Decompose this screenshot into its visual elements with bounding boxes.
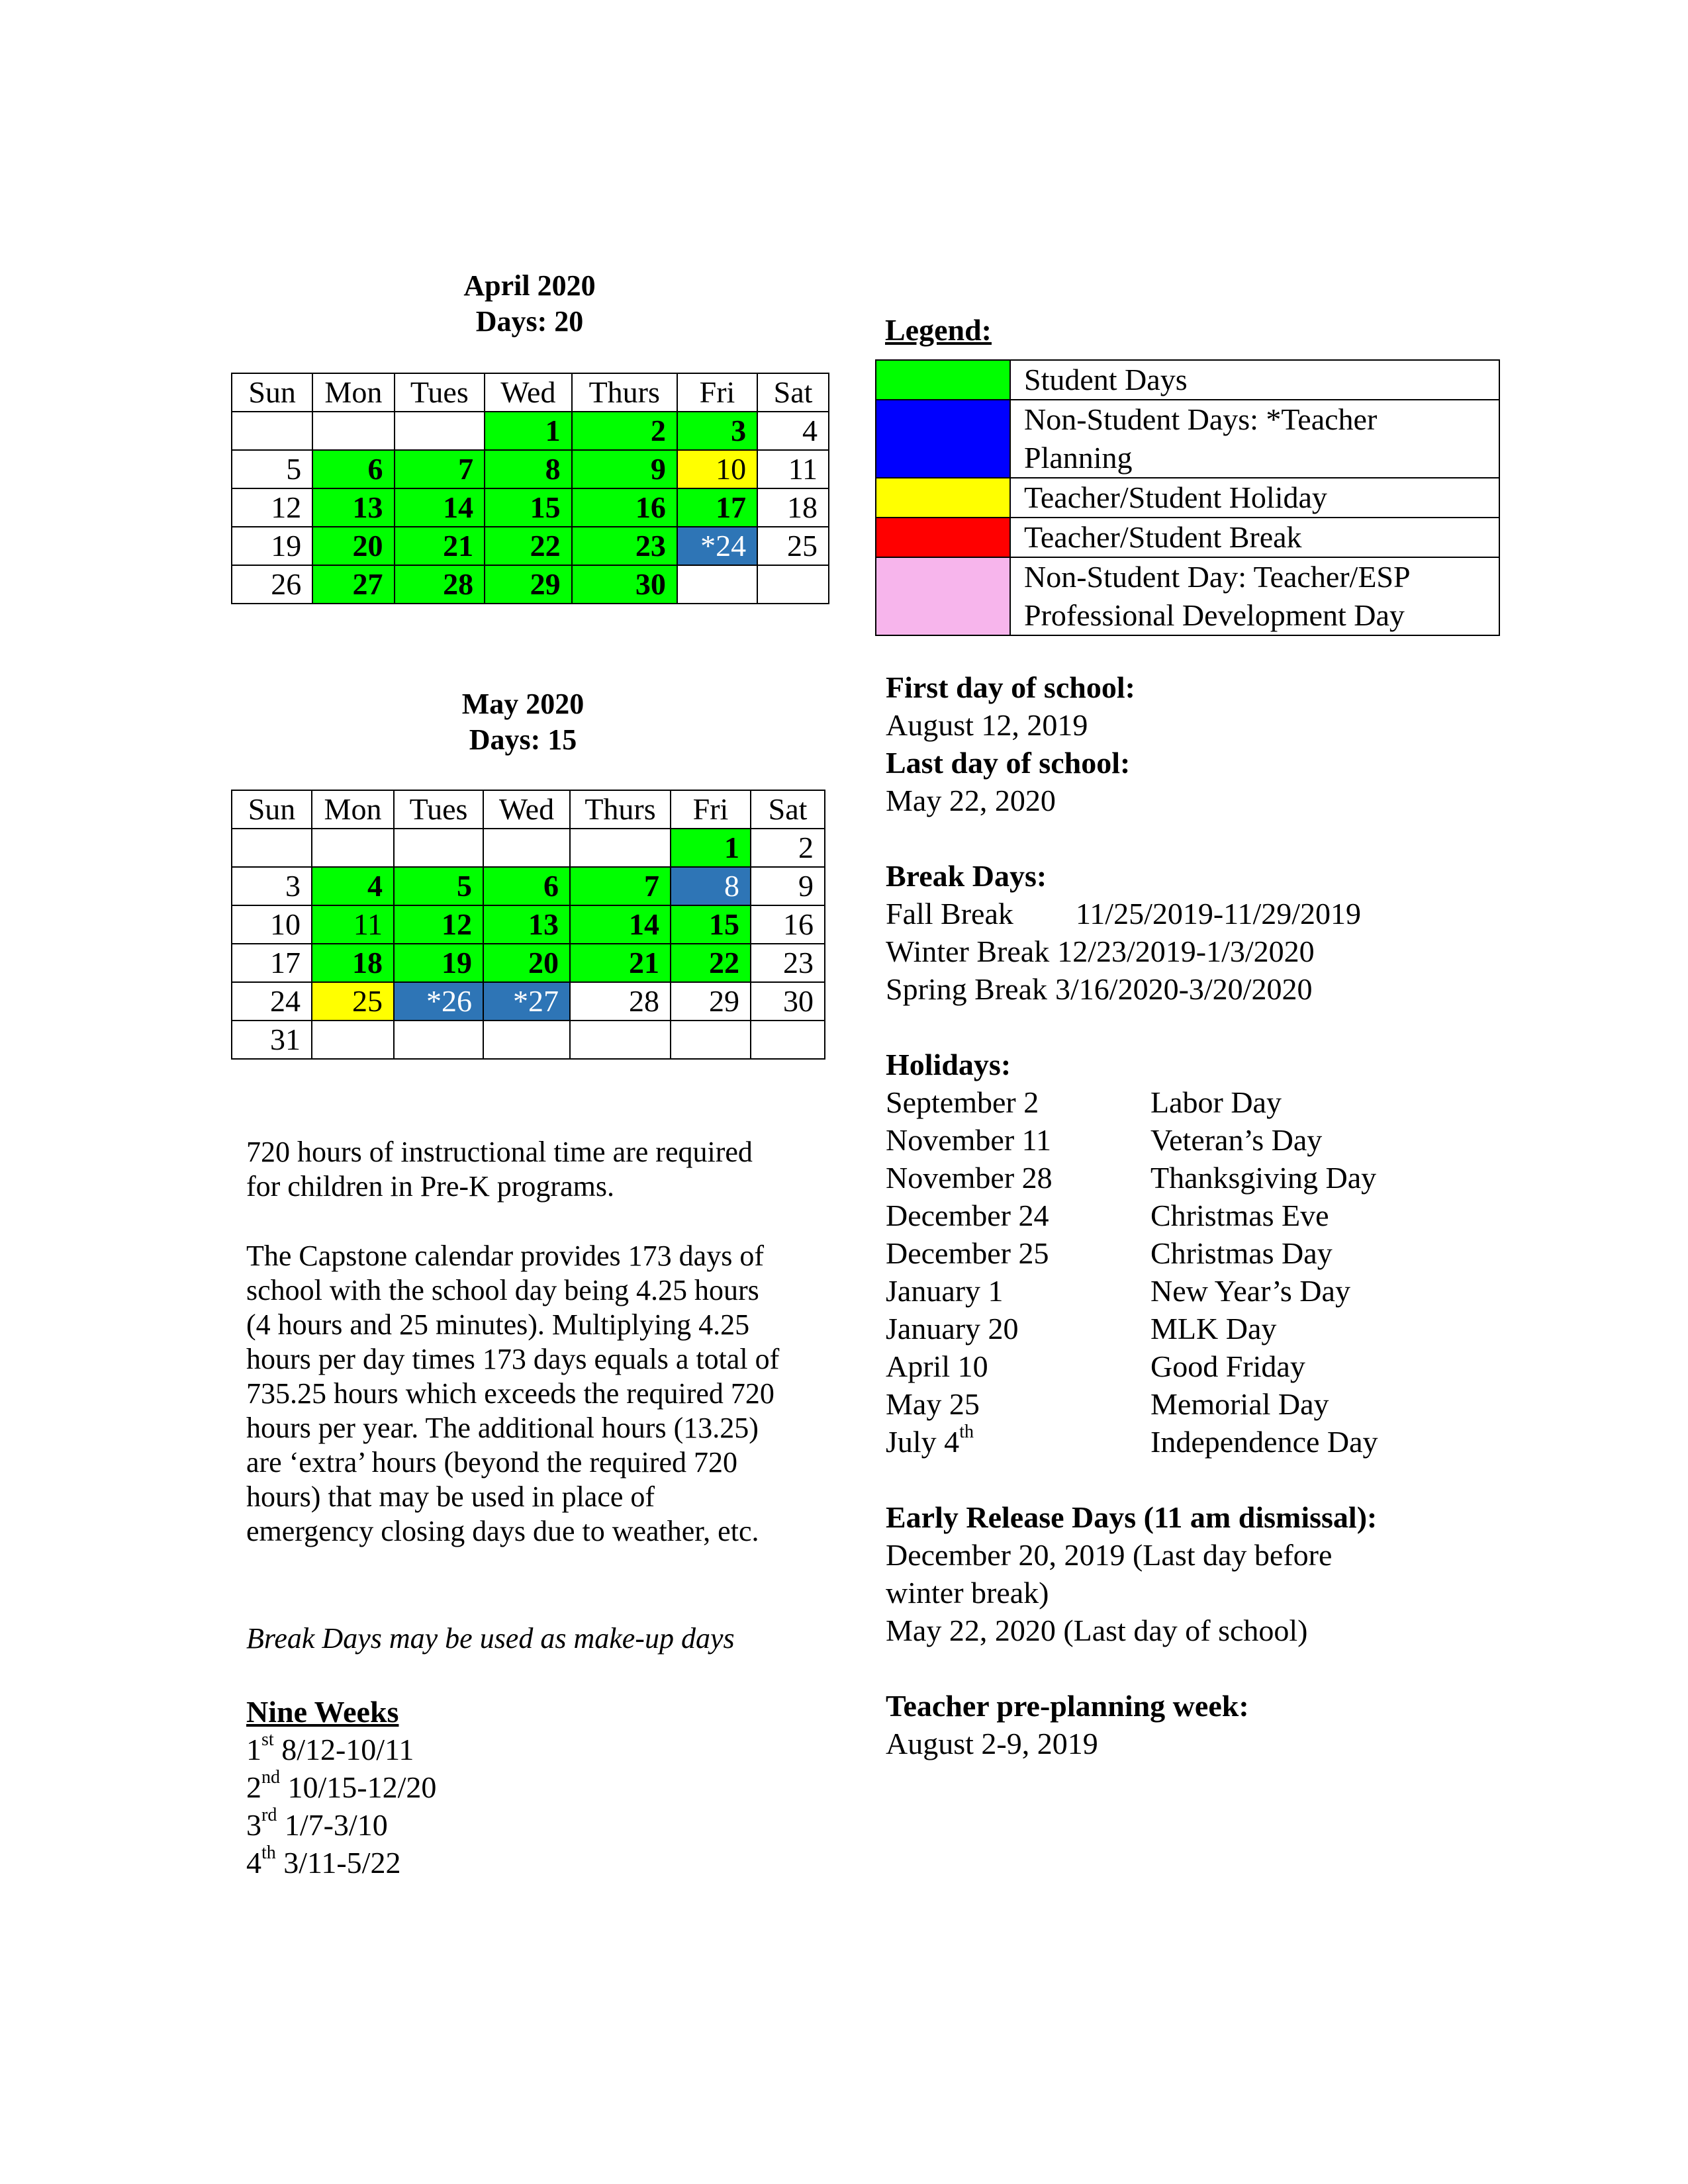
day-cell: 14 — [395, 488, 485, 527]
day-cell: 10 — [232, 905, 312, 944]
legend-row — [876, 360, 1499, 400]
holiday-name: Independence Day — [1150, 1425, 1378, 1459]
week-row — [232, 565, 829, 604]
legend-swatch — [876, 557, 1010, 635]
week-row — [232, 527, 829, 565]
holiday-item — [886, 1385, 1548, 1423]
break-range: 12/23/2019-1/3/2020 — [1057, 934, 1315, 968]
empty-day-cell — [483, 829, 570, 867]
empty-day-cell — [483, 1021, 570, 1059]
april-header-row — [232, 373, 829, 412]
day-cell: 9 — [572, 450, 677, 488]
legend-row — [876, 400, 1499, 478]
day-cell: 6 — [483, 867, 570, 905]
holiday-date-text: November 11 — [886, 1123, 1051, 1157]
weekday-header: Wed — [485, 373, 571, 412]
holiday-date-text: December 25 — [886, 1236, 1049, 1270]
weekday-header: Tues — [395, 373, 485, 412]
day-cell: 23 — [751, 944, 825, 982]
holiday-name: New Year’s Day — [1150, 1274, 1350, 1308]
may-header-row — [232, 790, 825, 829]
holiday-item — [886, 1347, 1548, 1385]
holiday-item — [886, 1197, 1548, 1234]
day-cell: 26 — [232, 565, 312, 604]
quarter-number: 4 — [246, 1846, 261, 1880]
day-cell: 5 — [232, 450, 312, 488]
quarter-suffix: th — [261, 1842, 276, 1863]
holiday-name: Thanksgiving Day — [1150, 1161, 1377, 1195]
last-day-value: May 22, 2020 — [886, 784, 1056, 817]
empty-day-cell — [312, 829, 394, 867]
holiday-date — [886, 1234, 1150, 1272]
day-cell: 22 — [671, 944, 751, 982]
weekday-header: Tues — [394, 790, 483, 829]
day-cell: 9 — [751, 867, 825, 905]
day-cell: 30 — [572, 565, 677, 604]
may-month-title: May 2020 — [461, 688, 585, 720]
weekday-header: Sat — [757, 373, 829, 412]
break-name: Winter Break — [886, 934, 1050, 968]
day-cell: 27 — [312, 565, 394, 604]
early-release-item: May 22, 2020 (Last day of school) — [886, 1614, 1308, 1647]
may-title-block — [225, 686, 821, 758]
april-calendar — [231, 373, 829, 604]
day-cell: 5 — [394, 867, 483, 905]
quarter-suffix: nd — [261, 1766, 280, 1788]
nine-weeks-item — [246, 1844, 789, 1882]
april-month-title: April 2020 — [463, 269, 596, 302]
week-row — [232, 905, 825, 944]
day-cell: 29 — [485, 565, 571, 604]
holiday-date — [886, 1272, 1150, 1310]
week-row — [232, 412, 829, 450]
legend-label: Student Days — [1010, 360, 1499, 400]
day-cell: 18 — [757, 488, 829, 527]
day-cell: 20 — [483, 944, 570, 982]
legend-label: Teacher/Student Holiday — [1010, 478, 1499, 518]
early-release-label: Early Release Days (11 am dismissal): — [886, 1500, 1378, 1534]
week-row — [232, 867, 825, 905]
weekday-header: Sun — [232, 373, 312, 412]
empty-day-cell — [677, 565, 757, 604]
day-cell: 3 — [677, 412, 757, 450]
day-cell: 20 — [312, 527, 394, 565]
legend-swatch — [876, 360, 1010, 400]
day-cell: 1 — [671, 829, 751, 867]
empty-day-cell — [312, 1021, 394, 1059]
legend-row — [876, 518, 1499, 557]
weekday-header: Sat — [751, 790, 825, 829]
day-cell: 4 — [757, 412, 829, 450]
day-cell: 17 — [232, 944, 312, 982]
break-range: 11/25/2019-11/29/2019 — [1076, 897, 1362, 931]
weekday-header: Thurs — [572, 373, 677, 412]
quarter-suffix: st — [261, 1729, 274, 1750]
may-days-count: Days: 15 — [469, 723, 577, 756]
pre-planning-label: Teacher pre-planning week: — [886, 1689, 1249, 1723]
day-cell: 4 — [312, 867, 394, 905]
day-cell: 12 — [394, 905, 483, 944]
break-days-label: Break Days: — [886, 859, 1047, 893]
empty-day-cell — [751, 1021, 825, 1059]
empty-day-cell — [394, 829, 483, 867]
holiday-date-text: May 25 — [886, 1387, 980, 1421]
day-cell: 13 — [312, 488, 394, 527]
day-cell: 16 — [572, 488, 677, 527]
holiday-date — [886, 1347, 1150, 1385]
legend-row — [876, 478, 1499, 518]
holidays-list — [886, 1083, 1548, 1461]
holiday-name: Christmas Eve — [1150, 1199, 1329, 1232]
day-cell: 10 — [677, 450, 757, 488]
holiday-date — [886, 1159, 1150, 1197]
day-cell: 1 — [485, 412, 571, 450]
holiday-name: Veteran’s Day — [1150, 1123, 1323, 1157]
day-cell: 18 — [312, 944, 394, 982]
day-cell: 14 — [570, 905, 671, 944]
day-cell: 25 — [312, 982, 394, 1021]
day-cell: 31 — [232, 1021, 312, 1059]
holiday-date-text: January 1 — [886, 1274, 1004, 1308]
holiday-date — [886, 1197, 1150, 1234]
holiday-item — [886, 1121, 1548, 1159]
holiday-date-text: July 4 — [886, 1425, 960, 1459]
day-cell: 2 — [572, 412, 677, 450]
weekday-header: Mon — [312, 790, 394, 829]
day-cell: 29 — [671, 982, 751, 1021]
break-item — [886, 970, 1548, 1008]
empty-day-cell — [671, 1021, 751, 1059]
holiday-date — [886, 1423, 1150, 1461]
quarter-range: 10/15-12/20 — [280, 1770, 437, 1804]
holiday-date-text: September 2 — [886, 1085, 1039, 1119]
legend-table — [875, 359, 1500, 636]
day-cell: 15 — [485, 488, 571, 527]
pre-planning-value: August 2-9, 2019 — [886, 1727, 1098, 1760]
empty-day-cell — [394, 1021, 483, 1059]
nine-weeks-item — [246, 1731, 789, 1768]
break-name: Spring Break — [886, 972, 1048, 1006]
legend-row — [876, 557, 1499, 635]
day-cell: 8 — [671, 867, 751, 905]
right-column — [886, 668, 1548, 1762]
empty-day-cell — [570, 829, 671, 867]
nine-weeks — [246, 1693, 789, 1882]
holiday-date-text: December 24 — [886, 1199, 1049, 1232]
quarter-range: 8/12-10/11 — [273, 1733, 414, 1766]
day-cell: 3 — [232, 867, 312, 905]
holiday-date — [886, 1310, 1150, 1347]
nine-weeks-item — [246, 1768, 789, 1806]
holidays-label: Holidays: — [886, 1048, 1011, 1081]
empty-day-cell — [232, 412, 312, 450]
break-days-list — [886, 895, 1548, 1008]
nine-weeks-item — [246, 1806, 789, 1844]
quarter-range: 1/7-3/10 — [277, 1808, 388, 1842]
holiday-name: Labor Day — [1150, 1085, 1282, 1119]
empty-day-cell — [395, 412, 485, 450]
day-cell: 30 — [751, 982, 825, 1021]
day-cell: 15 — [671, 905, 751, 944]
week-row — [232, 450, 829, 488]
capstone-note: The Capstone calendar provides 173 days of school with the school day being 4.25 hours (4 hours and 25 minutes). Multiplying 4.25 hours per day times 173 days equals a total of 735.25 hours which exceeds the required 720 hours per year. The additional hours (13.25) are ‘extra’ hours (beyond the required 720 hours) that may be used in place of emergency closing days due to weather, etc. — [246, 1240, 780, 1547]
weekday-header: Fri — [677, 373, 757, 412]
holiday-name: Christmas Day — [1150, 1236, 1333, 1270]
day-cell: 11 — [757, 450, 829, 488]
nine-weeks-list — [246, 1731, 789, 1882]
quarter-number: 1 — [246, 1733, 261, 1766]
quarter-suffix: rd — [261, 1804, 277, 1825]
holiday-item — [886, 1272, 1548, 1310]
quarter-number: 3 — [246, 1808, 261, 1842]
day-cell: 23 — [572, 527, 677, 565]
day-cell: 16 — [751, 905, 825, 944]
holiday-item — [886, 1083, 1548, 1121]
week-row — [232, 982, 825, 1021]
holiday-date — [886, 1121, 1150, 1159]
week-row — [232, 944, 825, 982]
weekday-header: Wed — [483, 790, 570, 829]
legend-swatch — [876, 400, 1010, 478]
day-cell: 17 — [677, 488, 757, 527]
day-cell: 24 — [232, 982, 312, 1021]
holiday-date — [886, 1385, 1150, 1423]
holiday-date-text: April 10 — [886, 1349, 988, 1383]
weekday-header: Thurs — [570, 790, 671, 829]
weekday-header: Fri — [671, 790, 751, 829]
day-cell: 7 — [395, 450, 485, 488]
holiday-name: Memorial Day — [1150, 1387, 1329, 1421]
empty-day-cell — [757, 565, 829, 604]
legend-label: Non-Student Day: Teacher/ESP Professional Development Day — [1010, 557, 1499, 635]
quarter-number: 2 — [246, 1770, 261, 1804]
empty-day-cell — [232, 829, 312, 867]
holiday-date-text: January 20 — [886, 1312, 1019, 1345]
legend-label: Teacher/Student Break — [1010, 518, 1499, 557]
early-release-item: December 20, 2019 (Last day before winter break) — [886, 1538, 1333, 1610]
legend-swatch — [876, 518, 1010, 557]
day-cell: 2 — [751, 829, 825, 867]
weekday-header: Mon — [312, 373, 394, 412]
day-cell: 28 — [570, 982, 671, 1021]
legend-title: Legend: — [885, 313, 992, 347]
weekday-header: Sun — [232, 790, 312, 829]
break-days-note: Break Days may be used as make-up days — [246, 1622, 735, 1655]
empty-day-cell — [312, 412, 394, 450]
day-cell: 22 — [485, 527, 571, 565]
day-cell: 13 — [483, 905, 570, 944]
day-cell: 21 — [395, 527, 485, 565]
early-release-list — [886, 1536, 1402, 1649]
holiday-item — [886, 1159, 1548, 1197]
break-range: 3/16/2020-3/20/2020 — [1055, 972, 1313, 1006]
day-cell: 19 — [394, 944, 483, 982]
week-row — [232, 1021, 825, 1059]
hours-note: 720 hours of instructional time are required for children in Pre-K programs. — [246, 1136, 753, 1203]
break-item — [886, 895, 1548, 933]
holiday-name: Good Friday — [1150, 1349, 1305, 1383]
day-cell: 8 — [485, 450, 571, 488]
day-cell: 6 — [312, 450, 394, 488]
nine-weeks-title: Nine Weeks — [246, 1695, 399, 1729]
day-cell: 25 — [757, 527, 829, 565]
holiday-item — [886, 1234, 1548, 1272]
day-cell: 21 — [570, 944, 671, 982]
break-item — [886, 933, 1548, 970]
day-cell: *24 — [677, 527, 757, 565]
april-days-count: Days: 20 — [475, 305, 584, 338]
day-cell: 19 — [232, 527, 312, 565]
holiday-item — [886, 1423, 1548, 1461]
april-title-block — [232, 268, 827, 340]
first-day-value: August 12, 2019 — [886, 708, 1088, 742]
day-cell: *27 — [483, 982, 570, 1021]
holiday-date-text: November 28 — [886, 1161, 1053, 1195]
week-row — [232, 488, 829, 527]
day-cell: 28 — [395, 565, 485, 604]
legend-label: Non-Student Days: *Teacher Planning — [1010, 400, 1499, 478]
holiday-item — [886, 1310, 1548, 1347]
holiday-name: MLK Day — [1150, 1312, 1277, 1345]
holiday-date — [886, 1083, 1150, 1121]
day-cell: 12 — [232, 488, 312, 527]
may-calendar — [231, 790, 825, 1060]
day-cell: *26 — [394, 982, 483, 1021]
quarter-range: 3/11-5/22 — [275, 1846, 401, 1880]
day-cell: 7 — [570, 867, 671, 905]
legend-swatch — [876, 478, 1010, 518]
first-day-label: First day of school: — [886, 670, 1135, 704]
day-cell: 11 — [312, 905, 394, 944]
week-row — [232, 829, 825, 867]
holiday-date-suffix: th — [959, 1421, 974, 1442]
break-name: Fall Break — [886, 897, 1013, 931]
last-day-label: Last day of school: — [886, 746, 1131, 780]
empty-day-cell — [570, 1021, 671, 1059]
